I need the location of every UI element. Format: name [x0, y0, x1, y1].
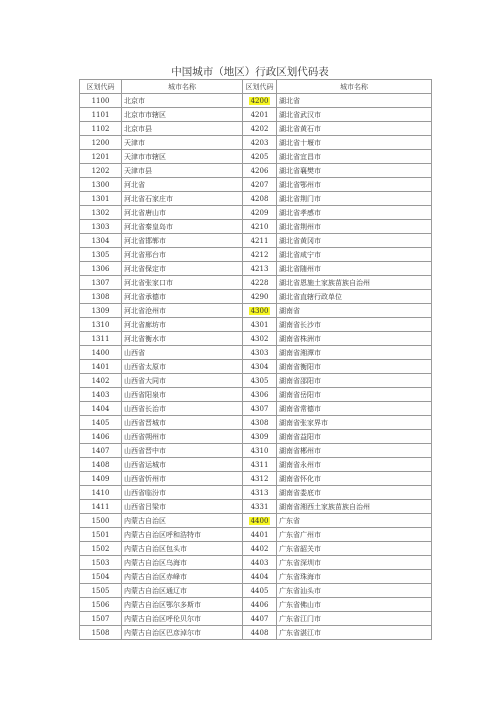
table-row	[80, 500, 432, 514]
row-city-left: 内蒙古自治区鄂尔多斯市	[122, 598, 243, 612]
row-code-left: 1308	[80, 290, 122, 304]
row-code-left: 1101	[80, 108, 122, 122]
row-code-right: 4312	[243, 472, 277, 486]
division-code-table	[79, 79, 432, 640]
row-city-right: 湖北省恩施土家族苗族自治州	[277, 276, 432, 290]
row-code-left: 1506	[80, 598, 122, 612]
table-header-row	[80, 80, 432, 94]
row-code-left: 1200	[80, 136, 122, 150]
row-code-left: 1306	[80, 262, 122, 276]
row-city-left: 山西省大同市	[122, 374, 243, 388]
row-code-right: 4208	[243, 192, 277, 206]
row-code-right: 4403	[243, 556, 277, 570]
row-city-right: 湖北省荆州市	[277, 220, 432, 234]
table-row	[80, 612, 432, 626]
row-city-left: 河北省唐山市	[122, 206, 243, 220]
row-code-left: 1405	[80, 416, 122, 430]
row-city-left: 河北省	[122, 178, 243, 192]
table-row	[80, 374, 432, 388]
row-code-left: 1407	[80, 444, 122, 458]
row-code-left: 1301	[80, 192, 122, 206]
row-code-right: 4401	[243, 528, 277, 542]
row-code-left: 1310	[80, 318, 122, 332]
row-code-right: 4205	[243, 150, 277, 164]
row-city-left: 内蒙古自治区	[122, 514, 243, 528]
row-code-left: 1408	[80, 458, 122, 472]
row-city-right: 湖南省岳阳市	[277, 388, 432, 402]
row-city-left: 山西省	[122, 346, 243, 360]
table-row	[80, 402, 432, 416]
page-title: 中国城市（地区）行政区划代码表	[171, 66, 329, 78]
row-city-right: 湖南省株洲市	[277, 332, 432, 346]
row-city-right: 湖北省鄂州市	[277, 178, 432, 192]
row-code-right: 4309	[243, 430, 277, 444]
table-row	[80, 346, 432, 360]
row-code-left: 1311	[80, 332, 122, 346]
row-code-right: 4206	[243, 164, 277, 178]
row-code-left: 1202	[80, 164, 122, 178]
table-row	[80, 136, 432, 150]
row-city-right: 广东省韶关市	[277, 542, 432, 556]
row-code-left: 1404	[80, 402, 122, 416]
table-row	[80, 542, 432, 556]
header-city-right: 城市名称	[277, 80, 432, 94]
table-row	[80, 584, 432, 598]
row-code-left: 1503	[80, 556, 122, 570]
table-row	[80, 360, 432, 374]
row-city-right: 湖北省咸宁市	[277, 248, 432, 262]
table-row	[80, 598, 432, 612]
row-city-left: 河北省邢台市	[122, 248, 243, 262]
table-row	[80, 122, 432, 136]
row-city-right: 广东省汕头市	[277, 584, 432, 598]
row-code-left: 1402	[80, 374, 122, 388]
table-row	[80, 108, 432, 122]
table-row	[80, 234, 432, 248]
row-city-right: 湖北省十堰市	[277, 136, 432, 150]
row-code-left: 1508	[80, 626, 122, 640]
row-code-right: 4303	[243, 346, 277, 360]
row-city-right: 湖南省衡阳市	[277, 360, 432, 374]
table-row	[80, 416, 432, 430]
row-city-left: 北京市	[122, 94, 243, 108]
row-code-left: 1507	[80, 612, 122, 626]
table-row	[80, 556, 432, 570]
row-city-right: 湖南省湘潭市	[277, 346, 432, 360]
header-city-left: 城市名称	[122, 80, 243, 94]
row-city-left: 山西省忻州市	[122, 472, 243, 486]
row-code-left: 1300	[80, 178, 122, 192]
row-city-right: 广东省深圳市	[277, 556, 432, 570]
row-city-left: 山西省晋中市	[122, 444, 243, 458]
row-city-left: 内蒙古自治区包头市	[122, 542, 243, 556]
row-city-left: 山西省朔州市	[122, 430, 243, 444]
row-code-right: 4331	[243, 500, 277, 514]
row-city-right: 广东省	[277, 514, 432, 528]
row-city-left: 北京市县	[122, 122, 243, 136]
table-row	[80, 570, 432, 584]
row-city-right: 湖北省宜昌市	[277, 150, 432, 164]
row-code-right: 4402	[243, 542, 277, 556]
row-city-right: 湖南省	[277, 304, 432, 318]
row-city-left: 河北省廊坊市	[122, 318, 243, 332]
table-row	[80, 514, 432, 528]
row-code-left: 1302	[80, 206, 122, 220]
table-row	[80, 220, 432, 234]
row-code-left: 1309	[80, 304, 122, 318]
row-city-left: 河北省石家庄市	[122, 192, 243, 206]
table-row	[80, 178, 432, 192]
row-code-right: 4313	[243, 486, 277, 500]
row-code-right: 4203	[243, 136, 277, 150]
row-city-left: 山西省临汾市	[122, 486, 243, 500]
row-city-left: 河北省邯郸市	[122, 234, 243, 248]
row-code-right: 4306	[243, 388, 277, 402]
row-code-right: 4405	[243, 584, 277, 598]
table-row	[80, 332, 432, 346]
row-city-right: 湖北省	[277, 94, 432, 108]
row-city-left: 内蒙古自治区乌海市	[122, 556, 243, 570]
row-city-right: 湖南省长沙市	[277, 318, 432, 332]
table-row	[80, 206, 432, 220]
row-city-right: 湖北省黄冈市	[277, 234, 432, 248]
row-city-left: 北京市市辖区	[122, 108, 243, 122]
row-code-right: 4408	[243, 626, 277, 640]
row-code-right: 4305	[243, 374, 277, 388]
row-city-left: 内蒙古自治区赤峰市	[122, 570, 243, 584]
table-row	[80, 318, 432, 332]
table-row	[80, 486, 432, 500]
row-city-left: 河北省衡水市	[122, 332, 243, 346]
table-row	[80, 430, 432, 444]
row-city-right: 广东省江门市	[277, 612, 432, 626]
table-row	[80, 164, 432, 178]
row-code-left: 1305	[80, 248, 122, 262]
row-code-right: 4307	[243, 402, 277, 416]
row-city-right: 湖南省邵阳市	[277, 374, 432, 388]
row-code-right: 4406	[243, 598, 277, 612]
row-code-right: 4207	[243, 178, 277, 192]
row-city-right: 广东省珠海市	[277, 570, 432, 584]
row-code-right	[243, 94, 277, 108]
row-code-right: 4301	[243, 318, 277, 332]
row-code-left: 1307	[80, 276, 122, 290]
row-code-right: 4311	[243, 458, 277, 472]
row-code-right: 4308	[243, 416, 277, 430]
table-row	[80, 626, 432, 640]
row-city-right: 湖南省永州市	[277, 458, 432, 472]
row-city-left: 山西省阳泉市	[122, 388, 243, 402]
row-city-left: 河北省沧州市	[122, 304, 243, 318]
row-code-left: 1102	[80, 122, 122, 136]
row-code-right: 4302	[243, 332, 277, 346]
row-city-right: 广东省佛山市	[277, 598, 432, 612]
row-code-left: 1401	[80, 360, 122, 374]
row-city-left: 天津市市辖区	[122, 150, 243, 164]
row-city-left: 内蒙古自治区巴彦淖尔市	[122, 626, 243, 640]
row-code-right: 4209	[243, 206, 277, 220]
row-city-left: 内蒙古自治区通辽市	[122, 584, 243, 598]
row-city-left: 天津市	[122, 136, 243, 150]
row-code-left: 1505	[80, 584, 122, 598]
row-city-left: 山西省长治市	[122, 402, 243, 416]
row-code-right	[243, 304, 277, 318]
row-code-left: 1406	[80, 430, 122, 444]
row-city-right: 湖北省襄樊市	[277, 164, 432, 178]
row-code-right: 4212	[243, 248, 277, 262]
row-city-left: 河北省保定市	[122, 262, 243, 276]
row-code-right: 4213	[243, 262, 277, 276]
row-code-left: 1100	[80, 94, 122, 108]
row-city-right: 湖南省湘西土家族苗族自治州	[277, 500, 432, 514]
row-city-right: 湖南省娄底市	[277, 486, 432, 500]
row-city-right: 湖北省孝感市	[277, 206, 432, 220]
row-city-left: 天津市县	[122, 164, 243, 178]
row-city-right: 湖南省益阳市	[277, 430, 432, 444]
row-city-left: 山西省太原市	[122, 360, 243, 374]
row-city-left: 内蒙古自治区呼和浩特市	[122, 528, 243, 542]
row-code-right: 4228	[243, 276, 277, 290]
row-code-right: 4210	[243, 220, 277, 234]
row-city-right: 广东省广州市	[277, 528, 432, 542]
table-row	[80, 94, 432, 108]
row-city-right: 湖南省张家界市	[277, 416, 432, 430]
highlighted-code: 4300	[250, 306, 269, 315]
highlighted-code: 4400	[250, 516, 269, 525]
row-city-right: 湖北省武汉市	[277, 108, 432, 122]
row-city-left: 山西省晋城市	[122, 416, 243, 430]
table-row	[80, 150, 432, 164]
table-row	[80, 472, 432, 486]
row-code-left: 1303	[80, 220, 122, 234]
row-code-left: 1403	[80, 388, 122, 402]
table-row	[80, 192, 432, 206]
table-row	[80, 444, 432, 458]
row-code-right: 4290	[243, 290, 277, 304]
row-code-right: 4202	[243, 122, 277, 136]
row-code-left: 1502	[80, 542, 122, 556]
table-row	[80, 388, 432, 402]
row-code-right	[243, 514, 277, 528]
row-city-left: 山西省运城市	[122, 458, 243, 472]
row-code-left: 1410	[80, 486, 122, 500]
row-city-right: 湖北省直辖行政单位	[277, 290, 432, 304]
table-row	[80, 528, 432, 542]
table-row	[80, 458, 432, 472]
row-city-right: 湖北省荆门市	[277, 192, 432, 206]
row-city-right: 湖南省常德市	[277, 402, 432, 416]
header-code-right: 区划代码	[243, 80, 277, 94]
row-city-left: 山西省吕梁市	[122, 500, 243, 514]
table-row	[80, 248, 432, 262]
row-code-right: 4310	[243, 444, 277, 458]
table-row	[80, 290, 432, 304]
row-code-left: 1304	[80, 234, 122, 248]
row-city-right: 湖南省怀化市	[277, 472, 432, 486]
row-code-right: 4304	[243, 360, 277, 374]
table-row	[80, 304, 432, 318]
table-row	[80, 276, 432, 290]
row-city-left: 河北省秦皇岛市	[122, 220, 243, 234]
row-code-left: 1501	[80, 528, 122, 542]
header-code-left: 区划代码	[80, 80, 122, 94]
row-code-right: 4211	[243, 234, 277, 248]
row-city-right: 湖北省随州市	[277, 262, 432, 276]
row-city-left: 河北省张家口市	[122, 276, 243, 290]
row-code-left: 1500	[80, 514, 122, 528]
row-code-left: 1504	[80, 570, 122, 584]
row-city-right: 湖北省黄石市	[277, 122, 432, 136]
row-code-right: 4201	[243, 108, 277, 122]
highlighted-code: 4200	[250, 96, 269, 105]
row-city-right: 湖南省郴州市	[277, 444, 432, 458]
row-code-right: 4407	[243, 612, 277, 626]
row-city-left: 内蒙古自治区呼伦贝尔市	[122, 612, 243, 626]
row-code-left: 1411	[80, 500, 122, 514]
row-city-right: 广东省湛江市	[277, 626, 432, 640]
row-code-left: 1201	[80, 150, 122, 164]
row-code-left: 1400	[80, 346, 122, 360]
row-code-right: 4404	[243, 570, 277, 584]
table-row	[80, 262, 432, 276]
row-city-left: 河北省承德市	[122, 290, 243, 304]
row-code-left: 1409	[80, 472, 122, 486]
